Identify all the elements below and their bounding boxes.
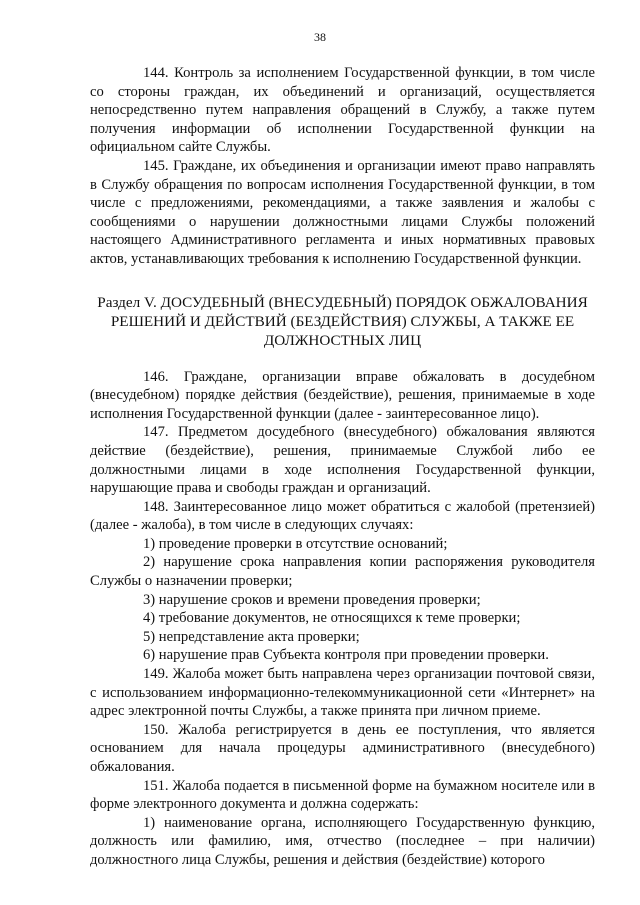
paragraph-150: 150. Жалоба регистрируется в день ее поступления, что является основанием для начала процедуры административного (внесудебного) обжалования.	[90, 721, 595, 775]
document-body	[90, 64, 595, 870]
paragraph-148: 148. Заинтересованное лицо может обратиться с жалобой (претензией) (далее - жалоба), в том числе в следующих случаях:	[90, 498, 595, 534]
list-item: 6) нарушение прав Субъекта контроля при проведении проверки.	[143, 647, 549, 664]
list-item: 1) проведение проверки в отсутствие оснований;	[143, 535, 448, 552]
paragraph-145: 145. Граждане, их объединения и организации имеют право направлять в Службу обращения по вопросам исполнения Государственной функции, в том числе с предложениями, рекомендациями, а также заявления и жалобы с сообщениями о нарушении должностными лицами Службы положений настоящего Административного регламента и иных нормативных правовых актов, устанавливающих требования к исполнению Государственной функции.	[90, 157, 595, 267]
list-item: 3) нарушение сроков и времени проведения проверки;	[143, 591, 481, 608]
list-item: 4) требование документов, не относящихся к теме проверки;	[143, 610, 521, 627]
list-item: 2) нарушение срока направления копии распоряжения руководителя Службы о назначении проверки;	[90, 554, 595, 590]
paragraph-149: 149. Жалоба может быть направлена через организации почтовой связи, с использованием информационно-телекоммуникационной сети «Интернет» на адрес электронной почты Службы, а также принята при личном приеме.	[90, 666, 595, 720]
list-item: 5) непредставление акта проверки;	[143, 628, 360, 645]
section-heading: Раздел V. ДОСУДЕБНЫЙ (ВНЕСУДЕБНЫЙ) ПОРЯДОК ОБЖАЛОВАНИЯ РЕШЕНИЙ И ДЕЙСТВИЙ (БЕЗДЕЙСТВИЯ) СЛУЖБЫ, А ТАКЖЕ ЕЕ ДОЛЖНОСТНЫХ ЛИЦ	[97, 293, 588, 349]
paragraph-147: 147. Предметом досудебного (внесудебного) обжалования являются действие (бездействие), решения, принимаемые Службой либо ее должностными лицами в ходе исполнения Государственной функции, нарушающие права и свободы граждан и организаций.	[90, 424, 595, 497]
list-item: 1) наименование органа, исполняющего Государственную функцию, должность или фамилию, имя, отчество (последнее – при наличии) должностного лица Службы, решения и действия (бездействие) которого	[90, 814, 595, 868]
paragraph-144: 144. Контроль за исполнением Государственной функции, в том числе со стороны граждан, их объединений и организаций, осуществляется непосредственно путем направления обращений в Службу, а также путем получения информации об исполнении Государственной функции на официальном сайте Службы.	[90, 65, 595, 156]
page-number: 38	[314, 30, 326, 44]
paragraph-146: 146. Граждане, организации вправе обжаловать в досудебном (внесудебном) порядке действия (бездействие), решения, принимаемые в ходе исполнения Государственной функции (далее - заинтересованное лицо).	[90, 368, 595, 422]
paragraph-151: 151. Жалоба подается в письменной форме на бумажном носителе или в форме электронного документа и должна содержать:	[90, 777, 595, 813]
